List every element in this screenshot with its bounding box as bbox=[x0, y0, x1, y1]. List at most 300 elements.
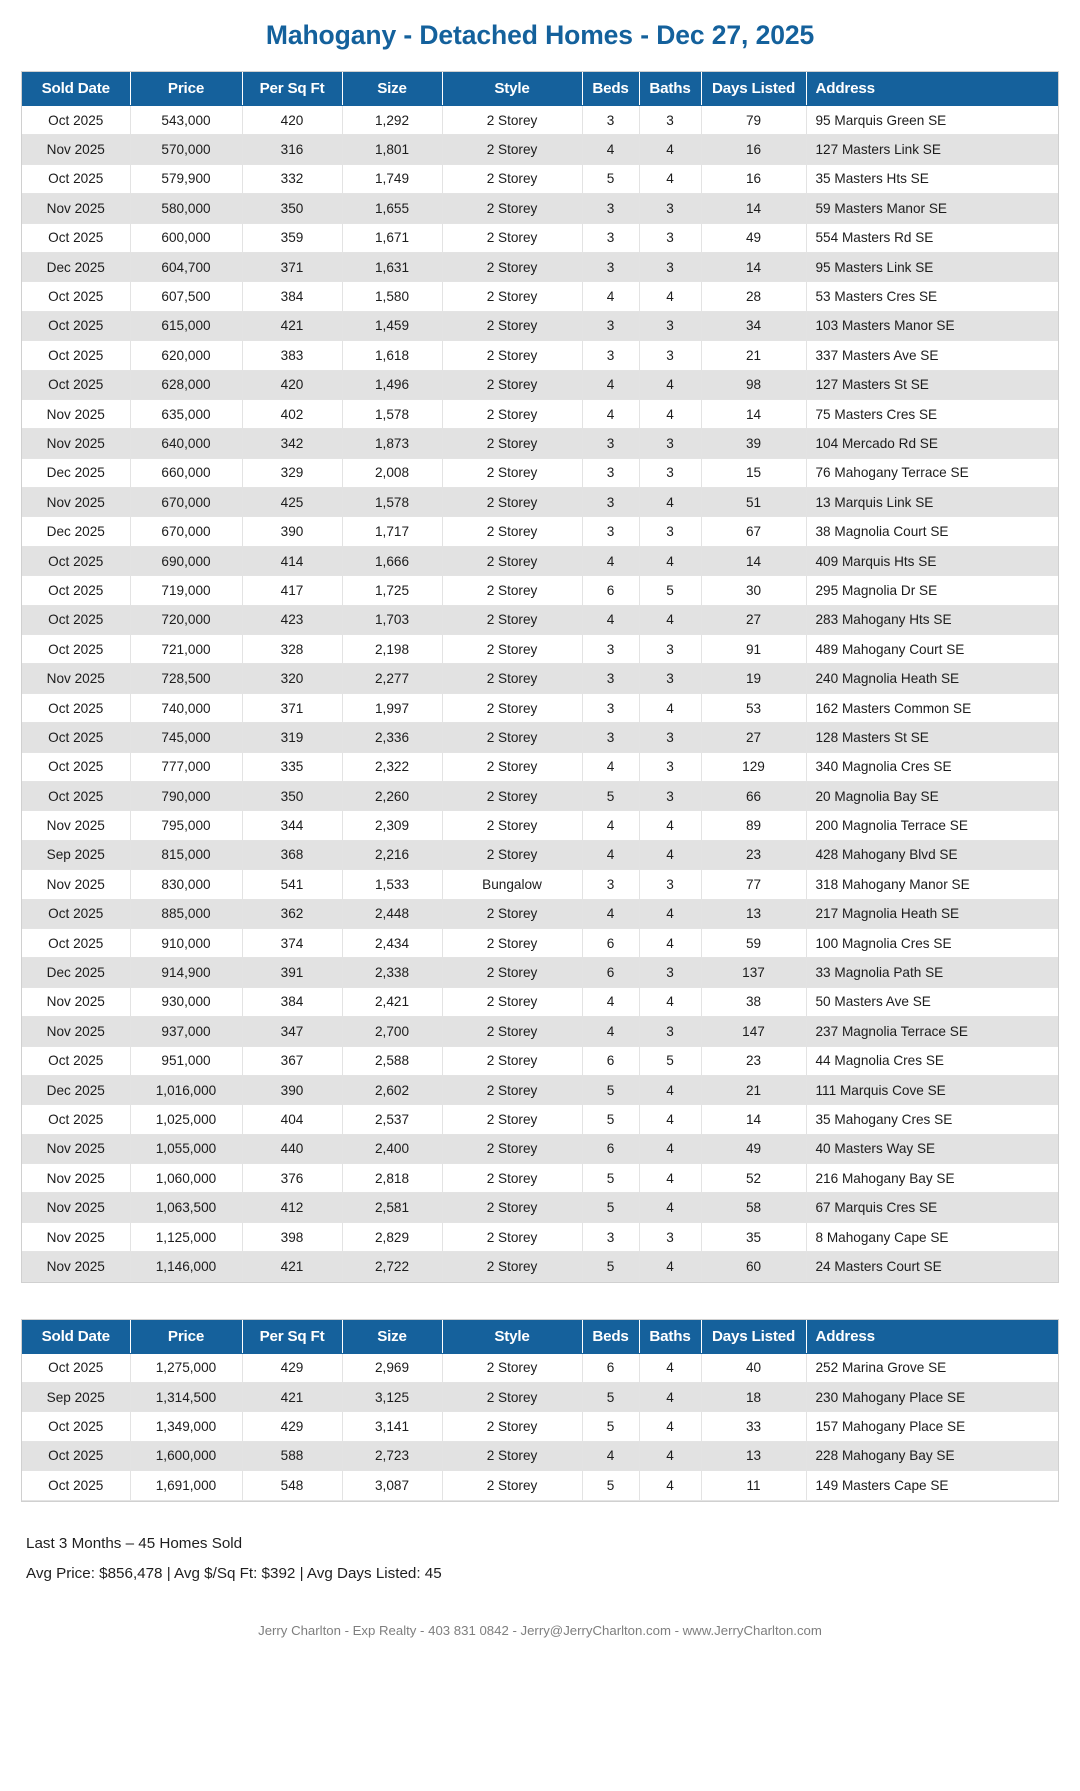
column-header-days-listed[interactable]: Days Listed bbox=[701, 72, 806, 106]
cell-days-listed: 30 bbox=[701, 576, 806, 605]
cell-baths: 3 bbox=[639, 664, 701, 693]
cell-style: 2 Storey bbox=[442, 252, 582, 281]
cell-baths: 4 bbox=[639, 811, 701, 840]
cell-per-sq-ft: 328 bbox=[242, 635, 342, 664]
cell-per-sq-ft: 376 bbox=[242, 1164, 342, 1193]
cell-price: 580,000 bbox=[130, 194, 242, 223]
cell-size: 2,008 bbox=[342, 458, 442, 487]
cell-per-sq-ft: 588 bbox=[242, 1441, 342, 1470]
cell-sold-date: Nov 2025 bbox=[22, 399, 130, 428]
cell-per-sq-ft: 440 bbox=[242, 1134, 342, 1163]
cell-baths: 4 bbox=[639, 1105, 701, 1134]
cell-address: 295 Magnolia Dr SE bbox=[806, 576, 1058, 605]
cell-address: 128 Masters St SE bbox=[806, 723, 1058, 752]
table-row[interactable] bbox=[22, 1134, 1058, 1163]
cell-baths: 4 bbox=[639, 928, 701, 957]
cell-days-listed: 58 bbox=[701, 1193, 806, 1222]
table-row[interactable] bbox=[22, 664, 1058, 693]
table-row[interactable] bbox=[22, 194, 1058, 223]
cell-per-sq-ft: 320 bbox=[242, 664, 342, 693]
cell-baths: 4 bbox=[639, 282, 701, 311]
table-row[interactable] bbox=[22, 840, 1058, 869]
cell-price: 1,146,000 bbox=[130, 1252, 242, 1281]
cell-address: 554 Masters Rd SE bbox=[806, 223, 1058, 252]
cell-style: 2 Storey bbox=[442, 135, 582, 164]
cell-size: 2,216 bbox=[342, 840, 442, 869]
cell-address: 50 Masters Ave SE bbox=[806, 987, 1058, 1016]
table-row[interactable] bbox=[22, 605, 1058, 634]
cell-beds: 6 bbox=[582, 1353, 639, 1382]
cell-per-sq-ft: 414 bbox=[242, 546, 342, 575]
cell-baths: 3 bbox=[639, 781, 701, 810]
cell-beds: 3 bbox=[582, 194, 639, 223]
table-row[interactable] bbox=[22, 1252, 1058, 1281]
cell-size: 2,421 bbox=[342, 987, 442, 1016]
cell-days-listed: 21 bbox=[701, 1075, 806, 1104]
table-row[interactable] bbox=[22, 693, 1058, 722]
cell-sold-date: Dec 2025 bbox=[22, 252, 130, 281]
cell-days-listed: 91 bbox=[701, 635, 806, 664]
cell-style: 2 Storey bbox=[442, 370, 582, 399]
cell-price: 728,500 bbox=[130, 664, 242, 693]
table-row[interactable] bbox=[22, 311, 1058, 340]
cell-size: 2,434 bbox=[342, 928, 442, 957]
cell-sold-date: Dec 2025 bbox=[22, 1075, 130, 1104]
column-header-style[interactable]: Style bbox=[442, 72, 582, 106]
table-row[interactable] bbox=[22, 252, 1058, 281]
cell-style: 2 Storey bbox=[442, 899, 582, 928]
table-row[interactable] bbox=[22, 781, 1058, 810]
cell-days-listed: 14 bbox=[701, 546, 806, 575]
cell-price: 930,000 bbox=[130, 987, 242, 1016]
cell-beds: 3 bbox=[582, 341, 639, 370]
table-row[interactable] bbox=[22, 1471, 1058, 1500]
cell-sold-date: Oct 2025 bbox=[22, 223, 130, 252]
cell-per-sq-ft: 421 bbox=[242, 311, 342, 340]
cell-days-listed: 40 bbox=[701, 1353, 806, 1382]
cell-size: 1,801 bbox=[342, 135, 442, 164]
cell-size: 2,198 bbox=[342, 635, 442, 664]
cell-style: 2 Storey bbox=[442, 958, 582, 987]
table-row[interactable] bbox=[22, 635, 1058, 664]
cell-price: 600,000 bbox=[130, 223, 242, 252]
cell-price: 937,000 bbox=[130, 1017, 242, 1046]
table-row[interactable] bbox=[22, 370, 1058, 399]
column-header-baths[interactable]: Baths bbox=[639, 1320, 701, 1354]
table-row[interactable] bbox=[22, 106, 1058, 135]
cell-address: 157 Mahogany Place SE bbox=[806, 1412, 1058, 1441]
cell-address: 95 Marquis Green SE bbox=[806, 106, 1058, 135]
cell-style: 2 Storey bbox=[442, 458, 582, 487]
cell-days-listed: 27 bbox=[701, 723, 806, 752]
cell-size: 3,087 bbox=[342, 1471, 442, 1500]
cell-days-listed: 14 bbox=[701, 399, 806, 428]
table-row[interactable] bbox=[22, 429, 1058, 458]
cell-baths: 4 bbox=[639, 693, 701, 722]
cell-days-listed: 21 bbox=[701, 341, 806, 370]
cell-price: 795,000 bbox=[130, 811, 242, 840]
cell-beds: 4 bbox=[582, 1441, 639, 1470]
cell-price: 745,000 bbox=[130, 723, 242, 752]
cell-price: 1,125,000 bbox=[130, 1222, 242, 1251]
cell-baths: 4 bbox=[639, 1193, 701, 1222]
cell-size: 1,725 bbox=[342, 576, 442, 605]
cell-days-listed: 15 bbox=[701, 458, 806, 487]
cell-size: 3,125 bbox=[342, 1383, 442, 1412]
cell-beds: 4 bbox=[582, 1017, 639, 1046]
cell-address: 237 Magnolia Terrace SE bbox=[806, 1017, 1058, 1046]
cell-per-sq-ft: 367 bbox=[242, 1046, 342, 1075]
cell-baths: 3 bbox=[639, 106, 701, 135]
cell-size: 2,722 bbox=[342, 1252, 442, 1281]
cell-style: 2 Storey bbox=[442, 1134, 582, 1163]
table-row[interactable] bbox=[22, 987, 1058, 1016]
column-header-sold-date[interactable]: Sold Date bbox=[22, 1320, 130, 1354]
cell-beds: 4 bbox=[582, 605, 639, 634]
cell-per-sq-ft: 425 bbox=[242, 488, 342, 517]
cell-size: 1,292 bbox=[342, 106, 442, 135]
cell-price: 951,000 bbox=[130, 1046, 242, 1075]
cell-sold-date: Oct 2025 bbox=[22, 1441, 130, 1470]
cell-address: 149 Masters Cape SE bbox=[806, 1471, 1058, 1500]
cell-sold-date: Nov 2025 bbox=[22, 870, 130, 899]
table-row[interactable] bbox=[22, 399, 1058, 428]
cell-address: 200 Magnolia Terrace SE bbox=[806, 811, 1058, 840]
cell-beds: 3 bbox=[582, 458, 639, 487]
cell-per-sq-ft: 398 bbox=[242, 1222, 342, 1251]
cell-size: 2,448 bbox=[342, 899, 442, 928]
cell-address: 217 Magnolia Heath SE bbox=[806, 899, 1058, 928]
cell-days-listed: 13 bbox=[701, 899, 806, 928]
cell-size: 1,873 bbox=[342, 429, 442, 458]
cell-per-sq-ft: 420 bbox=[242, 106, 342, 135]
cell-style: 2 Storey bbox=[442, 194, 582, 223]
cell-size: 2,588 bbox=[342, 1046, 442, 1075]
table-row[interactable] bbox=[22, 958, 1058, 987]
cell-beds: 5 bbox=[582, 1105, 639, 1134]
cell-address: 44 Magnolia Cres SE bbox=[806, 1046, 1058, 1075]
cell-size: 2,277 bbox=[342, 664, 442, 693]
column-header-per-sq-ft[interactable]: Per Sq Ft bbox=[242, 72, 342, 106]
cell-beds: 6 bbox=[582, 576, 639, 605]
cell-sold-date: Dec 2025 bbox=[22, 517, 130, 546]
cell-style: 2 Storey bbox=[442, 399, 582, 428]
cell-days-listed: 60 bbox=[701, 1252, 806, 1281]
cell-baths: 4 bbox=[639, 899, 701, 928]
cell-style: 2 Storey bbox=[442, 1046, 582, 1075]
cell-per-sq-ft: 390 bbox=[242, 1075, 342, 1104]
cell-size: 1,459 bbox=[342, 311, 442, 340]
cell-beds: 5 bbox=[582, 1252, 639, 1281]
cell-style: 2 Storey bbox=[442, 1193, 582, 1222]
cell-beds: 3 bbox=[582, 488, 639, 517]
cell-sold-date: Nov 2025 bbox=[22, 1134, 130, 1163]
table-row[interactable] bbox=[22, 1193, 1058, 1222]
cell-size: 1,655 bbox=[342, 194, 442, 223]
cell-size: 3,141 bbox=[342, 1412, 442, 1441]
cell-size: 1,580 bbox=[342, 282, 442, 311]
cell-days-listed: 137 bbox=[701, 958, 806, 987]
cell-sold-date: Nov 2025 bbox=[22, 194, 130, 223]
cell-sold-date: Nov 2025 bbox=[22, 664, 130, 693]
cell-sold-date: Oct 2025 bbox=[22, 635, 130, 664]
cell-address: 216 Mahogany Bay SE bbox=[806, 1164, 1058, 1193]
cell-price: 1,016,000 bbox=[130, 1075, 242, 1104]
table-row[interactable] bbox=[22, 282, 1058, 311]
cell-price: 1,055,000 bbox=[130, 1134, 242, 1163]
cell-style: 2 Storey bbox=[442, 576, 582, 605]
table-row[interactable] bbox=[22, 1383, 1058, 1412]
cell-style: 2 Storey bbox=[442, 1222, 582, 1251]
table-row[interactable] bbox=[22, 488, 1058, 517]
cell-per-sq-ft: 335 bbox=[242, 752, 342, 781]
column-header-price[interactable]: Price bbox=[130, 1320, 242, 1354]
cell-per-sq-ft: 421 bbox=[242, 1252, 342, 1281]
cell-size: 2,581 bbox=[342, 1193, 442, 1222]
table-row[interactable] bbox=[22, 1046, 1058, 1075]
cell-days-listed: 49 bbox=[701, 223, 806, 252]
cell-address: 35 Masters Hts SE bbox=[806, 164, 1058, 193]
table-row[interactable] bbox=[22, 899, 1058, 928]
cell-days-listed: 14 bbox=[701, 252, 806, 281]
cell-days-listed: 16 bbox=[701, 164, 806, 193]
column-header-baths[interactable]: Baths bbox=[639, 72, 701, 106]
cell-size: 2,309 bbox=[342, 811, 442, 840]
cell-per-sq-ft: 344 bbox=[242, 811, 342, 840]
cell-days-listed: 98 bbox=[701, 370, 806, 399]
cell-baths: 4 bbox=[639, 1412, 701, 1441]
cell-beds: 4 bbox=[582, 399, 639, 428]
table-row[interactable] bbox=[22, 1412, 1058, 1441]
cell-beds: 3 bbox=[582, 429, 639, 458]
table-row[interactable] bbox=[22, 341, 1058, 370]
cell-size: 1,671 bbox=[342, 223, 442, 252]
header-row bbox=[22, 1320, 1058, 1354]
cell-days-listed: 33 bbox=[701, 1412, 806, 1441]
cell-baths: 4 bbox=[639, 1383, 701, 1412]
cell-per-sq-ft: 541 bbox=[242, 870, 342, 899]
column-header-size[interactable]: Size bbox=[342, 1320, 442, 1354]
cell-sold-date: Nov 2025 bbox=[22, 135, 130, 164]
cell-sold-date: Nov 2025 bbox=[22, 987, 130, 1016]
cell-size: 1,631 bbox=[342, 252, 442, 281]
cell-days-listed: 28 bbox=[701, 282, 806, 311]
cell-price: 719,000 bbox=[130, 576, 242, 605]
cell-beds: 3 bbox=[582, 870, 639, 899]
cell-address: 104 Mercado Rd SE bbox=[806, 429, 1058, 458]
table-row[interactable] bbox=[22, 576, 1058, 605]
column-header-days-listed[interactable]: Days Listed bbox=[701, 1320, 806, 1354]
cell-per-sq-ft: 391 bbox=[242, 958, 342, 987]
cell-days-listed: 49 bbox=[701, 1134, 806, 1163]
table-two-header bbox=[22, 1320, 1058, 1354]
cell-sold-date: Oct 2025 bbox=[22, 693, 130, 722]
table-row[interactable] bbox=[22, 1017, 1058, 1046]
table-row[interactable] bbox=[22, 870, 1058, 899]
cell-beds: 3 bbox=[582, 635, 639, 664]
cell-size: 2,829 bbox=[342, 1222, 442, 1251]
cell-size: 2,602 bbox=[342, 1075, 442, 1104]
table-row[interactable] bbox=[22, 1353, 1058, 1382]
column-header-sold-date[interactable]: Sold Date bbox=[22, 72, 130, 106]
cell-baths: 4 bbox=[639, 987, 701, 1016]
cell-baths: 5 bbox=[639, 576, 701, 605]
table-row[interactable] bbox=[22, 811, 1058, 840]
cell-price: 914,900 bbox=[130, 958, 242, 987]
cell-days-listed: 11 bbox=[701, 1471, 806, 1500]
cell-price: 570,000 bbox=[130, 135, 242, 164]
table-row[interactable] bbox=[22, 135, 1058, 164]
cell-per-sq-ft: 342 bbox=[242, 429, 342, 458]
cell-style: 2 Storey bbox=[442, 752, 582, 781]
cell-beds: 3 bbox=[582, 693, 639, 722]
cell-price: 690,000 bbox=[130, 546, 242, 575]
cell-baths: 4 bbox=[639, 164, 701, 193]
cell-sold-date: Nov 2025 bbox=[22, 1193, 130, 1222]
cell-sold-date: Oct 2025 bbox=[22, 576, 130, 605]
table-row[interactable] bbox=[22, 517, 1058, 546]
cell-style: 2 Storey bbox=[442, 164, 582, 193]
cell-days-listed: 77 bbox=[701, 870, 806, 899]
table-row[interactable] bbox=[22, 223, 1058, 252]
cell-per-sq-ft: 362 bbox=[242, 899, 342, 928]
cell-price: 607,500 bbox=[130, 282, 242, 311]
table-row[interactable] bbox=[22, 1222, 1058, 1251]
cell-sold-date: Sep 2025 bbox=[22, 1383, 130, 1412]
cell-price: 670,000 bbox=[130, 517, 242, 546]
sales-table-two bbox=[22, 1320, 1058, 1501]
cell-sold-date: Oct 2025 bbox=[22, 1046, 130, 1075]
cell-address: 13 Marquis Link SE bbox=[806, 488, 1058, 517]
cell-style: 2 Storey bbox=[442, 517, 582, 546]
cell-style: 2 Storey bbox=[442, 223, 582, 252]
cell-style: 2 Storey bbox=[442, 1412, 582, 1441]
cell-baths: 4 bbox=[639, 1471, 701, 1500]
cell-baths: 3 bbox=[639, 517, 701, 546]
column-header-address[interactable]: Address bbox=[806, 1320, 1058, 1354]
cell-size: 2,537 bbox=[342, 1105, 442, 1134]
cell-style: 2 Storey bbox=[442, 429, 582, 458]
cell-address: 100 Magnolia Cres SE bbox=[806, 928, 1058, 957]
cell-price: 670,000 bbox=[130, 488, 242, 517]
cell-beds: 6 bbox=[582, 958, 639, 987]
cell-address: 38 Magnolia Court SE bbox=[806, 517, 1058, 546]
cell-days-listed: 27 bbox=[701, 605, 806, 634]
column-header-address[interactable]: Address bbox=[806, 72, 1058, 106]
cell-beds: 3 bbox=[582, 311, 639, 340]
column-header-per-sq-ft[interactable]: Per Sq Ft bbox=[242, 1320, 342, 1354]
cell-size: 2,700 bbox=[342, 1017, 442, 1046]
cell-style: 2 Storey bbox=[442, 635, 582, 664]
cell-address: 337 Masters Ave SE bbox=[806, 341, 1058, 370]
cell-size: 2,723 bbox=[342, 1441, 442, 1470]
cell-per-sq-ft: 316 bbox=[242, 135, 342, 164]
cell-baths: 3 bbox=[639, 429, 701, 458]
cell-price: 1,060,000 bbox=[130, 1164, 242, 1193]
cell-size: 1,533 bbox=[342, 870, 442, 899]
cell-days-listed: 18 bbox=[701, 1383, 806, 1412]
cell-baths: 4 bbox=[639, 1134, 701, 1163]
cell-beds: 4 bbox=[582, 752, 639, 781]
cell-address: 283 Mahogany Hts SE bbox=[806, 605, 1058, 634]
cell-beds: 6 bbox=[582, 1046, 639, 1075]
column-header-beds[interactable]: Beds bbox=[582, 72, 639, 106]
cell-baths: 4 bbox=[639, 1353, 701, 1382]
table-row[interactable] bbox=[22, 1105, 1058, 1134]
cell-size: 2,260 bbox=[342, 781, 442, 810]
cell-size: 2,336 bbox=[342, 723, 442, 752]
cell-beds: 4 bbox=[582, 899, 639, 928]
cell-days-listed: 14 bbox=[701, 1105, 806, 1134]
cell-address: 127 Masters Link SE bbox=[806, 135, 1058, 164]
cell-price: 721,000 bbox=[130, 635, 242, 664]
table-row[interactable] bbox=[22, 458, 1058, 487]
sales-table-two-wrapper bbox=[22, 1320, 1058, 1501]
column-header-size[interactable]: Size bbox=[342, 72, 442, 106]
table-row[interactable] bbox=[22, 723, 1058, 752]
cell-price: 615,000 bbox=[130, 311, 242, 340]
cell-sold-date: Oct 2025 bbox=[22, 106, 130, 135]
cell-size: 2,322 bbox=[342, 752, 442, 781]
table-row[interactable] bbox=[22, 1441, 1058, 1470]
column-header-price[interactable]: Price bbox=[130, 72, 242, 106]
cell-style: 2 Storey bbox=[442, 928, 582, 957]
sales-table-one bbox=[22, 72, 1058, 1282]
cell-price: 1,025,000 bbox=[130, 1105, 242, 1134]
cell-beds: 5 bbox=[582, 1383, 639, 1412]
cell-size: 1,717 bbox=[342, 517, 442, 546]
cell-address: 409 Marquis Hts SE bbox=[806, 546, 1058, 575]
cell-sold-date: Nov 2025 bbox=[22, 429, 130, 458]
cell-address: 67 Marquis Cres SE bbox=[806, 1193, 1058, 1222]
cell-style: 2 Storey bbox=[442, 781, 582, 810]
cell-beds: 4 bbox=[582, 840, 639, 869]
column-header-style[interactable]: Style bbox=[442, 1320, 582, 1354]
cell-size: 1,703 bbox=[342, 605, 442, 634]
cell-address: 53 Masters Cres SE bbox=[806, 282, 1058, 311]
cell-price: 604,700 bbox=[130, 252, 242, 281]
cell-sold-date: Dec 2025 bbox=[22, 458, 130, 487]
table-row[interactable] bbox=[22, 164, 1058, 193]
cell-price: 815,000 bbox=[130, 840, 242, 869]
cell-address: 33 Magnolia Path SE bbox=[806, 958, 1058, 987]
cell-beds: 5 bbox=[582, 1164, 639, 1193]
table-row[interactable] bbox=[22, 546, 1058, 575]
cell-beds: 4 bbox=[582, 811, 639, 840]
cell-per-sq-ft: 359 bbox=[242, 223, 342, 252]
cell-per-sq-ft: 332 bbox=[242, 164, 342, 193]
cell-days-listed: 79 bbox=[701, 106, 806, 135]
cell-beds: 3 bbox=[582, 664, 639, 693]
cell-days-listed: 67 bbox=[701, 517, 806, 546]
cell-sold-date: Sep 2025 bbox=[22, 840, 130, 869]
table-row[interactable] bbox=[22, 1075, 1058, 1104]
table-row[interactable] bbox=[22, 752, 1058, 781]
cell-size: 1,496 bbox=[342, 370, 442, 399]
cell-per-sq-ft: 384 bbox=[242, 987, 342, 1016]
cell-address: 111 Marquis Cove SE bbox=[806, 1075, 1058, 1104]
column-header-beds[interactable]: Beds bbox=[582, 1320, 639, 1354]
cell-days-listed: 53 bbox=[701, 693, 806, 722]
cell-baths: 3 bbox=[639, 752, 701, 781]
cell-days-listed: 39 bbox=[701, 429, 806, 458]
table-row[interactable] bbox=[22, 928, 1058, 957]
cell-per-sq-ft: 319 bbox=[242, 723, 342, 752]
cell-address: 127 Masters St SE bbox=[806, 370, 1058, 399]
table-row[interactable] bbox=[22, 1164, 1058, 1193]
cell-address: 40 Masters Way SE bbox=[806, 1134, 1058, 1163]
cell-price: 543,000 bbox=[130, 106, 242, 135]
